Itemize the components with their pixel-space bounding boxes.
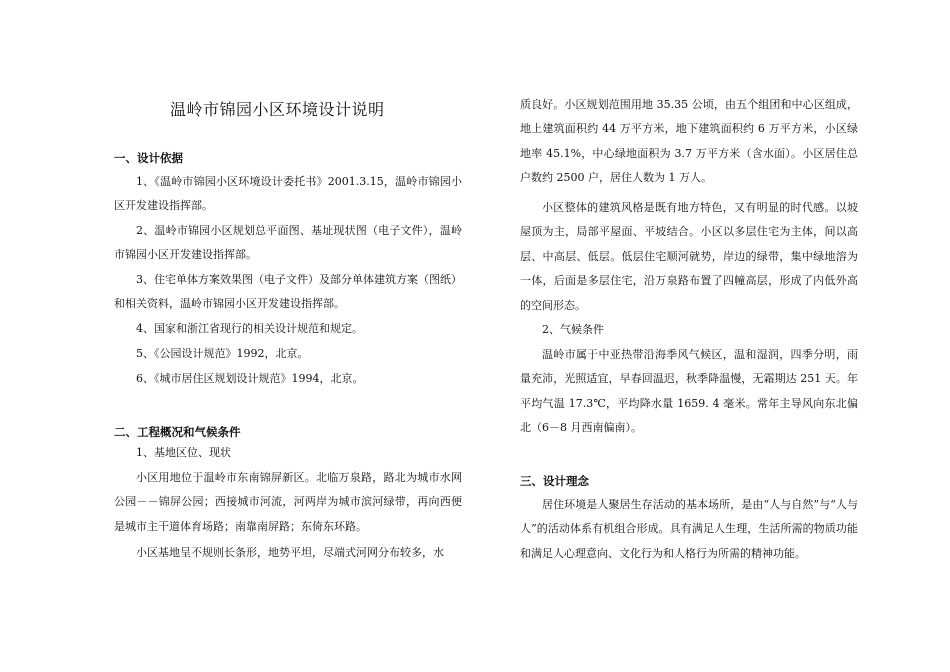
section-heading-concept: 三、设计理念 [520,474,589,488]
document-title: 温岭市锦园小区环境设计说明 [170,100,385,119]
section-heading-basis: 一、设计依据 [114,151,183,165]
climate-paragraph: 温岭市属于中亚热带沿海季风气候区，温和湿润，四季分明，雨量充沛，光照适宜，早春回温迟，秋季降温慢，无霜期达 251 天。年平均气温 17.3℃，平均降水量 1659. 4 毫米。常年主导风向东北偏北（6－8 月西南偏南）。 [520,348,858,435]
architecture-style-paragraph: 小区整体的建筑风格是既有地方特色，又有明显的时代感。以坡屋顶为主，局部平屋面、平坡结合。小区以多层住宅为主体，间以高层、中高层、低层。低层住宅顺河就势，岸边的绿带，集中绿地溶为一体，后面是多层住宅，沿万泉路布置了四幢高层，形成了内低外高的空间形态。 [520,201,858,312]
basis-item-6: 6、《城市居住区规划设计规范》1994，北京。 [136,372,364,385]
terrain-paragraph-continued: 质良好。小区规划范围用地 35.35 公顷，由五个组团和中心区组成，地上建筑面积约 44 万平方米，地下建筑面积约 6 万平方米，小区绿地率 45.1%，中心绿地面积为 3.7 万平方米（含水面）。小区居住总户数约 2500 户，居住人数为 1 万人。 [520,98,858,185]
subheading-location: 1、基地区位、现状 [136,446,231,459]
terrain-paragraph-start: 小区基地呈不规则长条形，地势平坦，尽端式河网分布较多，水 [136,546,444,559]
location-paragraph: 小区用地位于温岭市东南锦屏新区。北临万泉路，路北为城市水网公园－－锦屏公园；西接城市河流，河两岸为城市滨河绿带，再向西便是城市主干道体育场路；南靠南屏路；东倚东环路。 [114,471,462,533]
basis-item-5: 5、《公园设计规范》1992，北京。 [136,347,309,360]
basis-item-2: 2、温岭市锦园小区规划总平面图、基址现状图（电子文件），温岭市锦园小区开发建设指挥部。 [114,224,462,262]
concept-paragraph: 居住环境是人聚居生存活动的基本场所，是由“人与自然”与“人与人”的活动体系有机组合形成。具有满足人生理，生活所需的物质功能和满足人心理意向、文化行为和人格行为所需的精神功能。 [520,498,858,560]
basis-item-4: 4、国家和浙江省现行的相关设计规范和规定。 [136,322,363,335]
section-heading-overview: 二、工程概况和气候条件 [114,425,241,439]
basis-item-3: 3、住宅单体方案效果图（电子文件）及部分单体建筑方案（图纸）和相关资料，温岭市锦园小区开发建设指挥部。 [114,273,462,311]
basis-item-1: 1、《温岭市锦园小区环境设计委托书》2001.3.15，温岭市锦园小区开发建设指挥部。 [114,175,462,213]
subheading-climate: 2、气候条件 [542,323,604,336]
